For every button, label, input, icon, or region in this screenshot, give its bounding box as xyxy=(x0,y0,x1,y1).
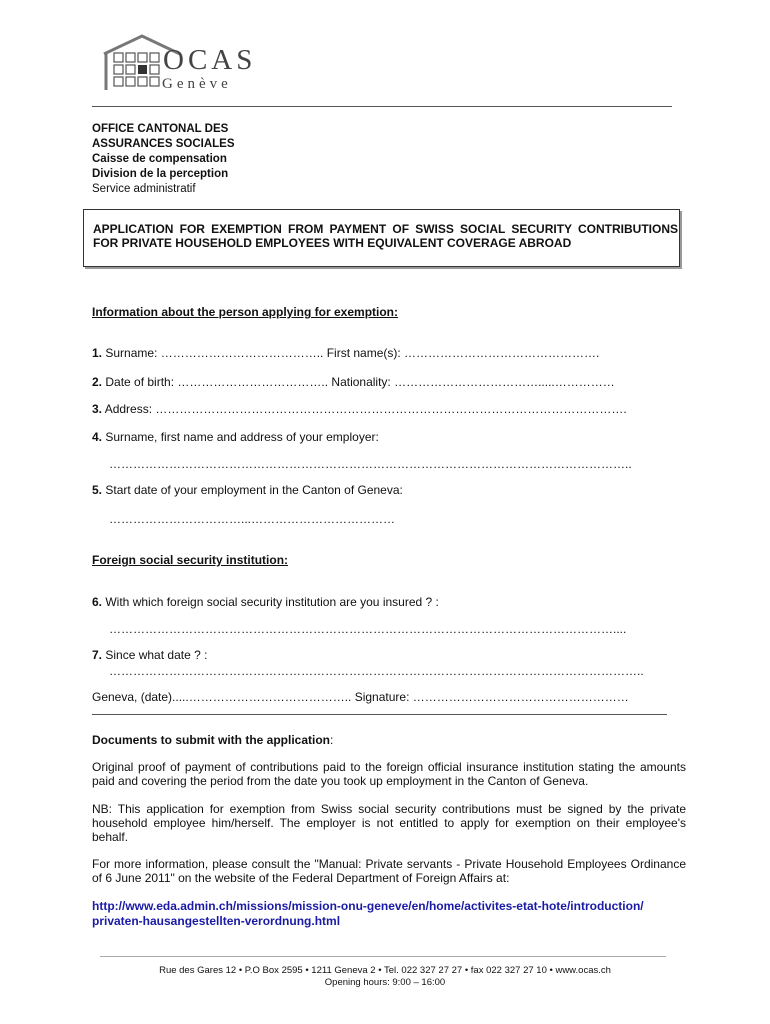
office-address-block xyxy=(92,122,235,197)
office-line: OFFICE CANTONAL DES xyxy=(92,123,229,135)
field-employer[interactable]: ………………………………………………………………………………………………………………….. xyxy=(109,457,632,471)
question-number: 6. xyxy=(92,595,103,609)
footer-hours: Opening hours: 9:00 – 16:00 xyxy=(324,977,446,988)
office-line: Service administratif xyxy=(92,183,196,195)
documents-paragraph-info: For more information, please consult the "Manual: Private servants - Private Household Employees Ordinance of 6 June 2011" on the website of the Federal Department of Foreign Affairs at: xyxy=(92,857,686,885)
documents-paragraph-nb: NB: This application for exemption from Swiss social security contributions must be signed by the private household employee him/herself. The employer is not entitled to apply for exemption on their employee's behalf. xyxy=(92,802,686,844)
documents-heading-colon: : xyxy=(330,733,334,747)
field-label: Date of birth: ……………………………….. Nationality: ……………………………….....…………… xyxy=(105,375,615,389)
eda-link-line1[interactable]: http://www.eda.admin.ch/missions/mission-onu-geneve/en/home/activites-etat-hote/introduction/ xyxy=(92,899,644,913)
field-dob-nationality[interactable] xyxy=(92,375,615,389)
office-line: Division de la perception xyxy=(92,168,229,180)
header-divider xyxy=(92,106,672,107)
question-number: 7. xyxy=(92,648,103,662)
question-label: Since what date ? : xyxy=(105,648,208,662)
office-line: ASSURANCES SOCIALES xyxy=(92,138,235,150)
field-since-date[interactable]: …………………………………………………………………………………………………………………….. xyxy=(109,664,644,678)
documents-heading-text: Documents to submit with the application xyxy=(92,733,331,747)
question-number: 3. xyxy=(92,402,103,416)
footer-divider xyxy=(100,956,666,957)
question-label: Surname, first name and address of your employer: xyxy=(105,430,379,444)
question-institution xyxy=(92,595,439,609)
office-line: Caisse de compensation xyxy=(92,153,227,165)
question-since-date xyxy=(92,648,207,662)
logo-city: Genève xyxy=(162,76,232,92)
question-label: With which foreign social security institution are you insured ? : xyxy=(105,595,439,609)
question-number: 1. xyxy=(92,346,103,360)
field-institution[interactable]: ……………………………………………………………………………………………………………….... xyxy=(109,622,627,636)
footer-address: Rue des Gares 12 • P.O Box 2595 • 1211 Geneva 2 • Tel. 022 327 27 27 • fax 022 327 27 10 • www.ocas.ch xyxy=(159,965,611,976)
section-heading-foreign-institution: Foreign social security institution: xyxy=(92,553,289,567)
field-start-date[interactable]: ……………………………...……………………………… xyxy=(109,512,396,526)
field-label: Surname: ………………………………….. First name(s): …………………………………………. xyxy=(105,346,600,360)
eda-link-line2[interactable]: privaten-hausangestellten-verordnung.html xyxy=(92,914,341,928)
question-number: 5. xyxy=(92,483,103,497)
section-divider xyxy=(92,714,667,715)
form-title: APPLICATION FOR EXEMPTION FROM PAYMENT OF SWISS SOCIAL SECURITY CONTRIBUTIONS FOR PRIVATE HOUSEHOLD EMPLOYEES WITH EQUIVALENT COVERAGE ABROAD xyxy=(93,222,678,250)
logo-wordmark: OCAS xyxy=(163,44,257,76)
documents-paragraph-proof: Original proof of payment of contributions paid to the foreign official insurance institution stating the amounts paid and covering the period from the date you took up employment in the Canton of Geneva. xyxy=(92,760,686,788)
field-surname-firstname[interactable] xyxy=(92,346,599,360)
documents-heading xyxy=(92,733,333,747)
question-number: 2. xyxy=(92,375,103,389)
question-number: 4. xyxy=(92,430,103,444)
question-employer xyxy=(92,430,379,444)
field-date-signature[interactable]: Geneva, (date).....………………………………….. Signature: ……………………………………………… xyxy=(92,690,629,704)
question-start-date xyxy=(92,483,403,497)
field-label: Address: ………………………………………………………………………………………………………. xyxy=(104,402,627,416)
section-heading-applicant: Information about the person applying for exemption: xyxy=(92,305,399,319)
field-address[interactable] xyxy=(92,402,627,416)
question-label: Start date of your employment in the Canton of Geneva: xyxy=(105,483,403,497)
form-title-box xyxy=(83,209,680,267)
